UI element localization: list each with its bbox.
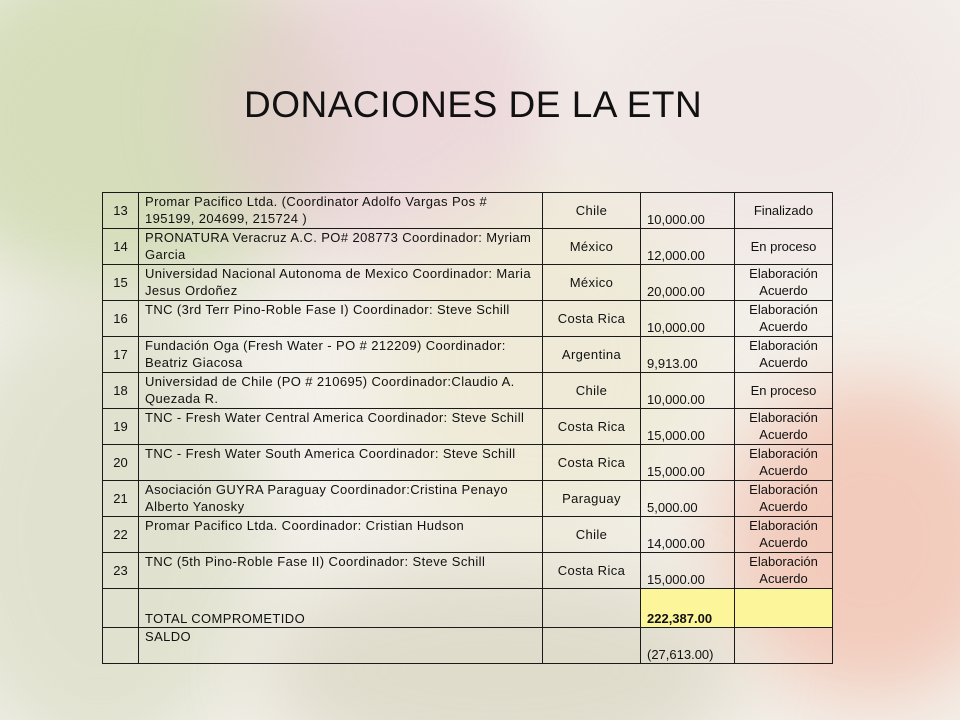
table-row	[103, 301, 833, 337]
row-amount: 15,000.00	[641, 445, 735, 481]
row-amount: 12,000.00	[641, 229, 735, 265]
table-row	[103, 517, 833, 553]
table-row	[103, 409, 833, 445]
row-description: TNC - Fresh Water Central America Coordinador: Steve Schill	[139, 409, 543, 445]
row-number: 17	[103, 337, 139, 373]
table-row	[103, 373, 833, 409]
row-status: Elaboración Acuerdo	[735, 301, 833, 337]
row-description: Fundación Oga (Fresh Water - PO # 212209) Coordinador: Beatriz Giacosa	[139, 337, 543, 373]
row-status: Elaboración Acuerdo	[735, 337, 833, 373]
row-amount: 10,000.00	[641, 301, 735, 337]
row-status: Elaboración Acuerdo	[735, 409, 833, 445]
row-number: 18	[103, 373, 139, 409]
row-description: TNC - Fresh Water South America Coordinador: Steve Schill	[139, 445, 543, 481]
row-country: México	[543, 229, 641, 265]
row-status: Elaboración Acuerdo	[735, 445, 833, 481]
row-number: 14	[103, 229, 139, 265]
row-country: Paraguay	[543, 481, 641, 517]
row-amount: 15,000.00	[641, 553, 735, 589]
table-row	[103, 553, 833, 589]
row-description: Asociación GUYRA Paraguay Coordinador:Cristina Penayo Alberto Yanosky	[139, 481, 543, 517]
row-country: Costa Rica	[543, 301, 641, 337]
row-country: Argentina	[543, 337, 641, 373]
row-status: En proceso	[735, 373, 833, 409]
row-number: 23	[103, 553, 139, 589]
saldo-label: SALDO	[139, 628, 543, 664]
table-row	[103, 265, 833, 301]
row-amount: 9,913.00	[641, 337, 735, 373]
row-country: Costa Rica	[543, 409, 641, 445]
total-row	[103, 589, 833, 628]
row-number: 19	[103, 409, 139, 445]
row-country: Chile	[543, 517, 641, 553]
row-status: Elaboración Acuerdo	[735, 265, 833, 301]
table-row	[103, 445, 833, 481]
row-country: Costa Rica	[543, 553, 641, 589]
saldo-amount: (27,613.00)	[641, 628, 735, 664]
row-description: Universidad de Chile (PO # 210695) Coordinador:Claudio A. Quezada R.	[139, 373, 543, 409]
table-row	[103, 337, 833, 373]
row-country: Chile	[543, 193, 641, 229]
table-row	[103, 193, 833, 229]
row-status: Finalizado	[735, 193, 833, 229]
row-amount: 5,000.00	[641, 481, 735, 517]
row-number: 16	[103, 301, 139, 337]
row-description: Promar Pacifico Ltda. Coordinador: Cristian Hudson	[139, 517, 543, 553]
row-number: 15	[103, 265, 139, 301]
table-row	[103, 229, 833, 265]
row-country: Costa Rica	[543, 445, 641, 481]
row-amount: 10,000.00	[641, 373, 735, 409]
row-description: PRONATURA Veracruz A.C. PO# 208773 Coordinador: Myriam Garcia	[139, 229, 543, 265]
row-status: Elaboración Acuerdo	[735, 553, 833, 589]
row-description: Universidad Nacional Autonoma de Mexico Coordinador: Maria Jesus Ordoñez	[139, 265, 543, 301]
row-amount: 15,000.00	[641, 409, 735, 445]
total-label: TOTAL COMPROMETIDO	[139, 589, 543, 628]
donations-table	[102, 192, 833, 664]
row-amount: 10,000.00	[641, 193, 735, 229]
row-status: En proceso	[735, 229, 833, 265]
row-description: TNC (3rd Terr Pino-Roble Fase I) Coordinador: Steve Schill	[139, 301, 543, 337]
row-amount: 14,000.00	[641, 517, 735, 553]
saldo-row	[103, 628, 833, 664]
row-amount: 20,000.00	[641, 265, 735, 301]
row-number: 20	[103, 445, 139, 481]
row-description: Promar Pacifico Ltda. (Coordinator Adolfo Vargas Pos # 195199, 204699, 215724 )	[139, 193, 543, 229]
row-description: TNC (5th Pino-Roble Fase II) Coordinador: Steve Schill	[139, 553, 543, 589]
row-country: Chile	[543, 373, 641, 409]
row-number: 21	[103, 481, 139, 517]
row-status: Elaboración Acuerdo	[735, 481, 833, 517]
table-row	[103, 481, 833, 517]
row-number: 13	[103, 193, 139, 229]
row-country: México	[543, 265, 641, 301]
total-amount: 222,387.00	[641, 589, 735, 628]
row-status: Elaboración Acuerdo	[735, 517, 833, 553]
row-number: 22	[103, 517, 139, 553]
page-title: DONACIONES DE LA ETN	[244, 84, 703, 125]
